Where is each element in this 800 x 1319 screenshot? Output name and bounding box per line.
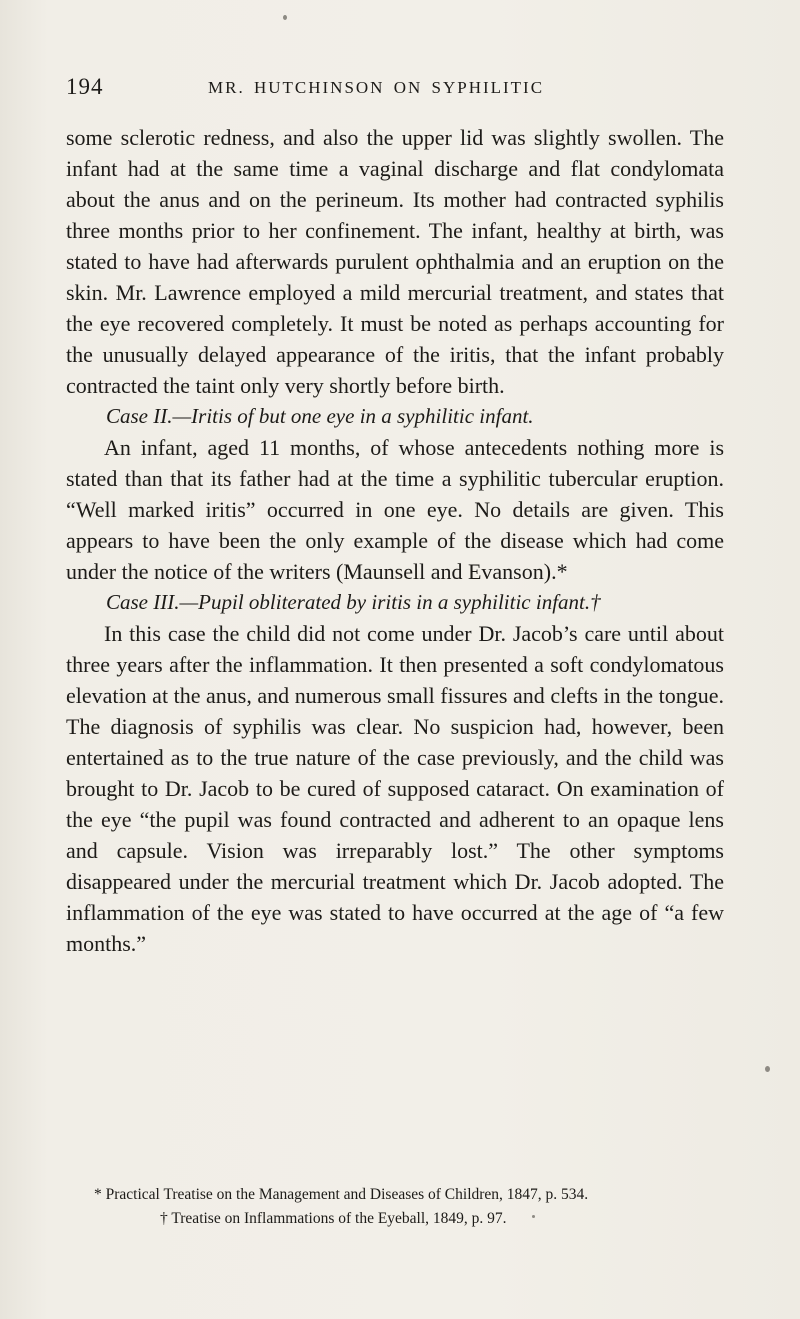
case-heading-iii: Case III.—Pupil obliterated by iritis in a syphilitic infant.† <box>106 590 601 614</box>
paper-speck <box>765 1066 770 1072</box>
page-number: 194 <box>66 74 104 99</box>
paragraph-case-three: In this case the child did not come under Dr. Jacob’s care until about three years after the inflammation. It then presented a soft condylomatous elevation at the anus, and numerous small fissures and clefts in the tongue. The diagnosis of syphilis was clear. No suspicion had, however, been entertained as to the true nature of the case previously, and the child was brought to Dr. Jacob to be cured of supposed cataract. On examination of the eye “the pupil was found contracted and adherent to an opaque lens and capsule. Vision was irreparably lost.” The other symptoms disappeared under the mercurial treatment which Dr. Jacob adopted. The inflammation of the eye was stated to have occurred at the age of “a few months.” <box>66 621 724 956</box>
running-title: MR. HUTCHINSON ON SYPHILITIC <box>208 78 545 97</box>
case-heading-ii: Case II.—Iritis of but one eye in a syphilitic infant. <box>106 404 534 428</box>
footnotes <box>66 1185 726 1228</box>
footnote-dagger: † Treatise on Inflammations of the Eyeball, 1849, p. 97. <box>160 1210 507 1227</box>
paper-speck <box>283 15 287 20</box>
paragraph-case-one-continued: some sclerotic redness, and also the upper lid was slightly swollen. The infant had at the same time a vaginal discharge and flat condylomata about the anus and on the perineum. Its mother had contracted syphilis three months prior to her confinement. The infant, healthy at birth, was stated to have had afterwards purulent ophthalmia and an eruption on the skin. Mr. Lawrence employed a mild mercurial treatment, and states that the eye recovered completely. It must be noted as perhaps accounting for the unusually delayed appearance of the iritis, that the infant probably contracted the taint only very shortly before birth. <box>66 125 724 398</box>
page-header <box>66 74 726 104</box>
paragraph-case-two: An infant, aged 11 months, of whose antecedents nothing more is stated than that its father had at the time a syphilitic tubercular eruption. “Well marked iritis” occurred in one eye. No details are given. This appears to have been the only example of the disease which had come under the notice of the writers (Maunsell and Evanson).* <box>66 435 724 584</box>
main-text <box>66 122 724 959</box>
footnote-star: * Practical Treatise on the Management and Diseases of Children, 1847, p. 534. <box>94 1186 589 1203</box>
